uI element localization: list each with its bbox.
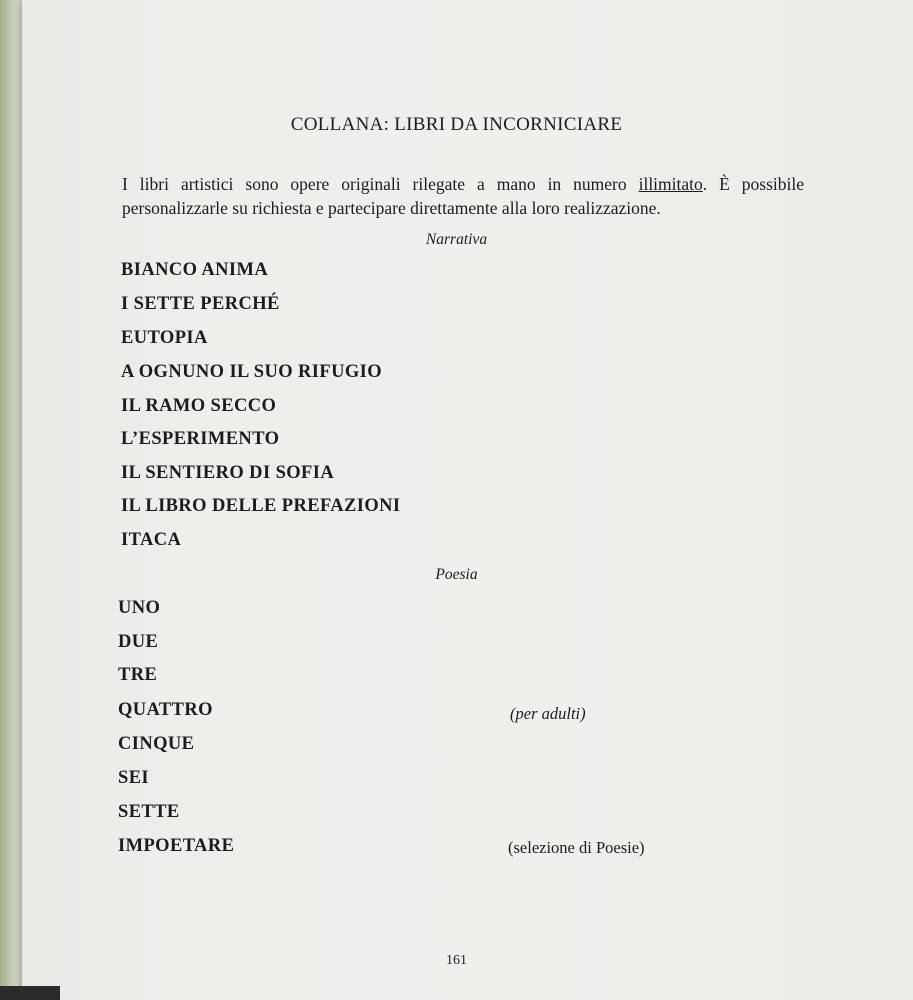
- narrativa-item: ITACA: [121, 530, 182, 550]
- note-selezione: (selezione di Poesie): [508, 838, 645, 857]
- page-title: COLLANA: LIBRI DA INCORNICIARE: [290, 114, 623, 135]
- intro-underlined-word: illimitato: [638, 174, 703, 194]
- poesia-item: IMPOETARE: [118, 836, 235, 856]
- section-label-narrativa: Narrativa: [425, 231, 488, 248]
- poesia-item: SEI: [118, 768, 150, 788]
- poesia-item: DUE: [118, 632, 159, 652]
- narrativa-item: IL SENTIERO DI SOFIA: [121, 463, 335, 483]
- poesia-item: CINQUE: [118, 734, 195, 754]
- adjacent-surface: [0, 0, 22, 1000]
- bottom-edge: [0, 986, 60, 1000]
- intro-text-start: I libri artistici sono opere originali rilegate a mano in numero: [122, 174, 639, 194]
- narrativa-item: L’ESPERIMENTO: [121, 429, 280, 449]
- note-per-adulti: (per adulti): [510, 704, 586, 723]
- narrativa-item: IL LIBRO DELLE PREFAZIONI: [121, 496, 401, 516]
- narrativa-item: A OGNUNO IL SUO RIFUGIO: [121, 362, 383, 382]
- poesia-item: TRE: [118, 665, 158, 685]
- poesia-item: QUATTRO: [118, 700, 213, 720]
- narrativa-item: I SETTE PERCHÉ: [121, 294, 280, 314]
- poesia-item: SETTE: [118, 802, 180, 822]
- narrativa-item: IL RAMO SECCO: [121, 396, 277, 416]
- intro-paragraph: [122, 172, 804, 220]
- poesia-item: UNO: [118, 598, 161, 618]
- narrativa-item: BIANCO ANIMA: [121, 260, 269, 280]
- section-label-poesia: Poesia: [435, 566, 478, 583]
- page-number: 161: [446, 953, 467, 968]
- narrativa-item: EUTOPIA: [121, 328, 208, 348]
- intro-text-end: . È possibile personalizzarle su richiesta e partecipare direttamente alla loro realizzazione.: [122, 174, 805, 218]
